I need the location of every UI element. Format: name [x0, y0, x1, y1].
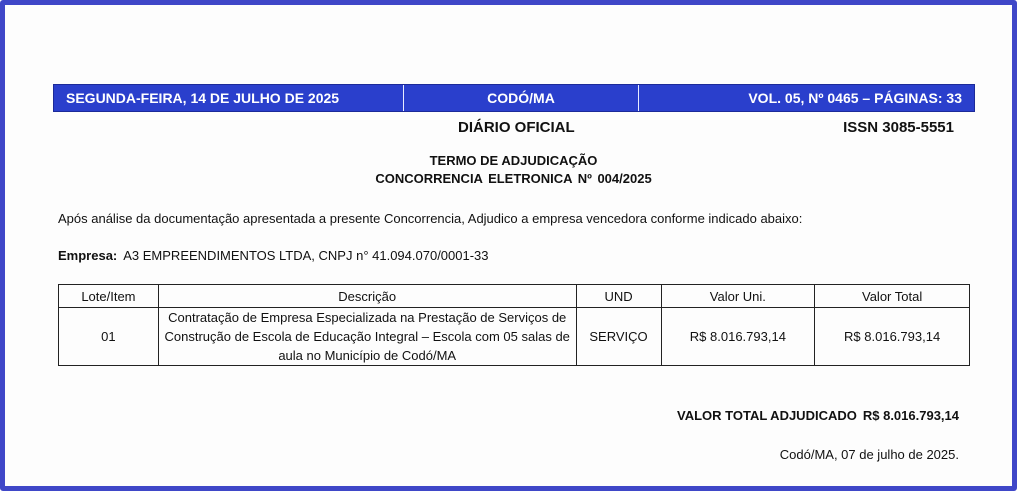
journal-name: DIÁRIO OFICIAL	[458, 119, 575, 136]
items-table	[58, 284, 970, 366]
term-subtitle: CONCORRENCIA ELETRONICA Nº 004/2025	[375, 171, 652, 186]
table-header-row	[59, 285, 970, 308]
cell-unit-value: R$ 8.016.793,14	[661, 308, 815, 366]
company-line	[58, 248, 489, 263]
total-value: R$ 8.016.793,14	[862, 408, 959, 423]
table-row	[59, 308, 970, 366]
cell-item: 01	[59, 308, 159, 366]
header-volume: VOL. 05, Nº 0465 – PÁGINAS: 33	[748, 90, 962, 106]
place-date: Codó/MA, 07 de julho de 2025.	[779, 447, 959, 462]
header-descricao: Descrição	[158, 285, 576, 308]
header-date: SEGUNDA-FEIRA, 14 DE JULHO DE 2025	[54, 85, 404, 111]
term-title: TERMO DE ADJUDICAÇÃO	[429, 153, 598, 168]
header-lote-item: Lote/Item	[59, 285, 159, 308]
header-valor-total: Valor Total	[815, 285, 970, 308]
header-und: UND	[576, 285, 661, 308]
cell-description: Contratação de Empresa Especializada na Prestação de Serviços de Construção de Escola de Educação Integral – Escola com 05 salas de aula no Município de Codó/MA	[158, 308, 576, 366]
intro-text: Após análise da documentação apresentada a presente Concorrencia, Adjudico a empresa vencedora conforme indicado abaixo:	[58, 211, 803, 226]
header-valor-uni: Valor Uni.	[661, 285, 815, 308]
header-city: CODÓ/MA	[404, 85, 639, 111]
header-bar	[53, 84, 975, 112]
total-adjudicated	[677, 408, 959, 423]
cell-total-value: R$ 8.016.793,14	[815, 308, 970, 366]
total-label: VALOR TOTAL ADJUDICADO	[677, 408, 857, 423]
company-label: Empresa:	[58, 248, 118, 263]
company-value: A3 EMPREENDIMENTOS LTDA, CNPJ n° 41.094.070/0001-33	[123, 248, 489, 263]
cell-unit: SERVIÇO	[576, 308, 661, 366]
issn-number: ISSN 3085-5551	[843, 119, 954, 136]
